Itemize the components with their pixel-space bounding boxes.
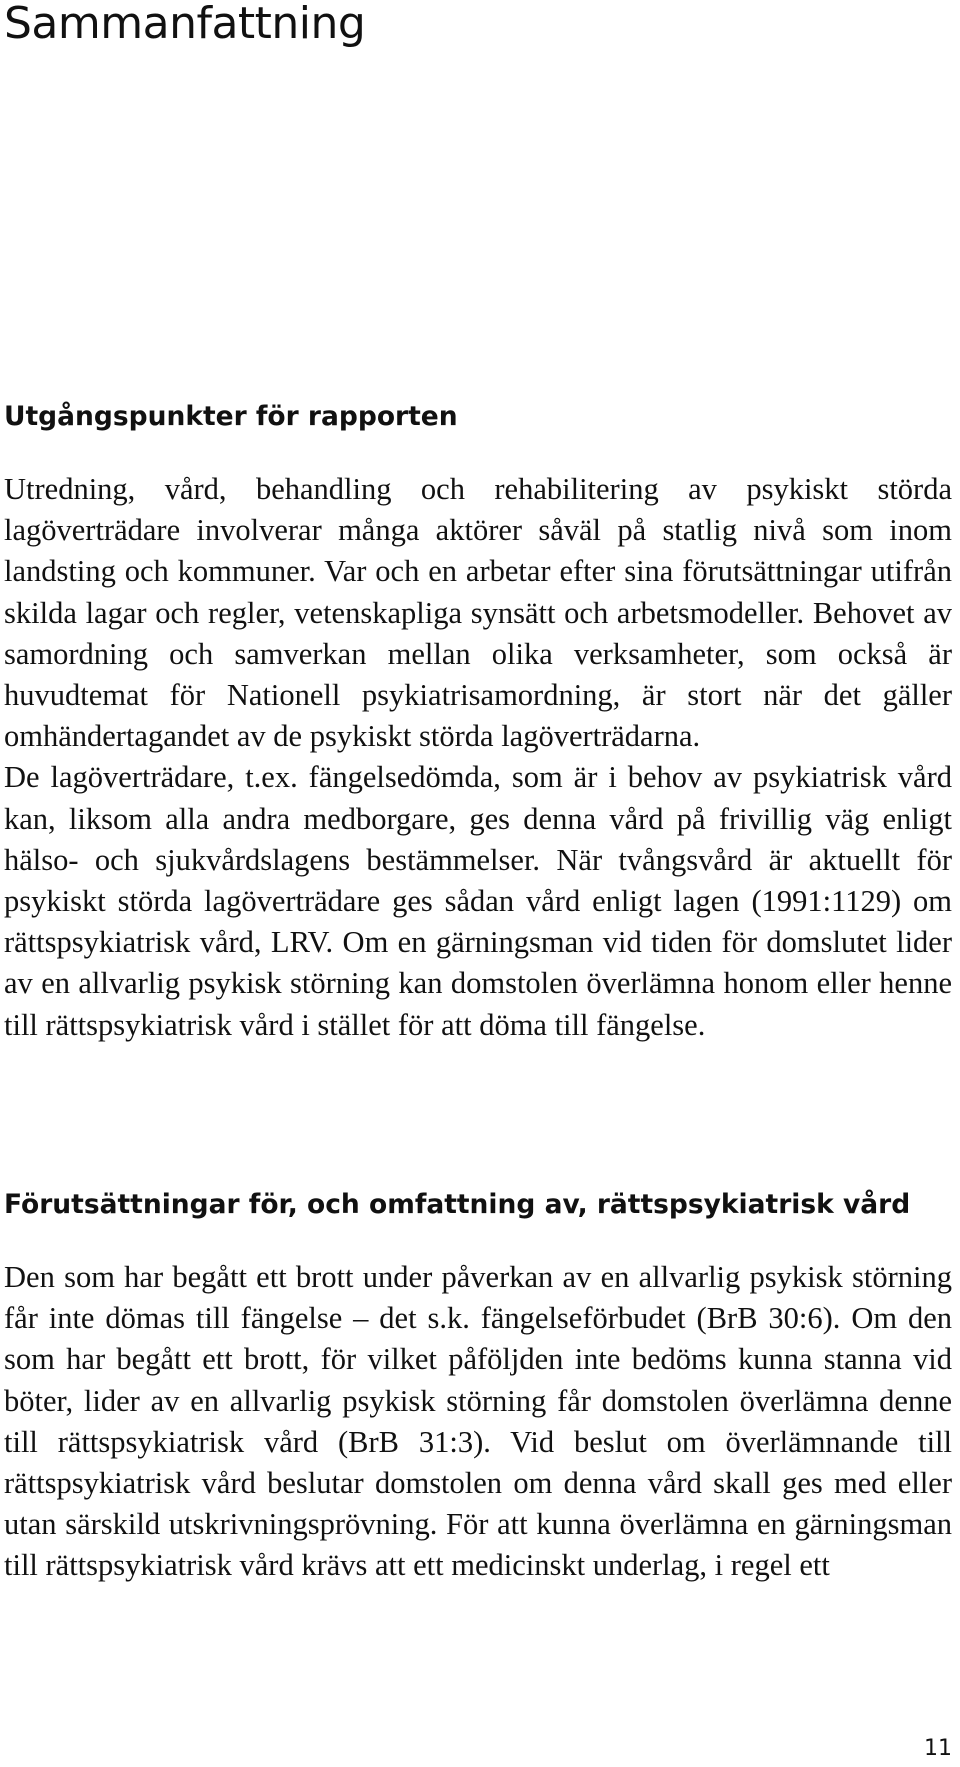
page-title: Sammanfattning	[4, 0, 366, 49]
paragraph: Utredning, vård, behandling och rehabilitering av psykiskt störda lagöverträdare involverar många aktörer såväl på statlig nivå som inom landsting och kommuner. Var och en arbetar efter sina förutsättningar utifrån skilda lagar och regler, vetenskapliga synsätt och arbetsmodeller. Behovet av samordning och samverkan mellan olika verksamheter, som också är huvudtemat för Nationell psykiatrisamordning, är stort när det gäller omhändertagandet av de psykiskt störda lagöverträdarna.	[4, 472, 952, 754]
section-heading-utgangspunkter: Utgångspunkter för rapporten	[4, 401, 458, 432]
paragraph: Den som har begått ett brott under påverkan av en allvarlig psykisk störning får inte dömas till fängelse – det s.k. fängelseförbudet (BrB 30:6). Om den som har begått ett brott, för vilket påföljden inte bedöms kunna stanna vid böter, lider av en allvarlig psykisk störning får domstolen överlämna denne till rättspsykiatrisk vård (BrB 31:3). Vid beslut om överlämnande till rättspsykiatrisk vård beslutar domstolen om denna vård skall ges med eller utan särskild utskrivningsprövning. För att kunna överlämna en gärningsman till rättspsykiatrisk vård krävs att ett medicinskt underlag, i regel ett	[4, 1260, 952, 1583]
section-body-forutsattningar	[4, 1257, 952, 1587]
section-heading-forutsattningar: Förutsättningar för, och omfattning av, rättspsykiatrisk vård	[4, 1189, 911, 1220]
page-number: 11	[924, 1736, 952, 1761]
paragraph: De lagöverträdare, t.ex. fängelsedömda, som är i behov av psykiatrisk vård kan, liksom alla andra medborgare, ges denna vård på frivillig väg enligt hälso- och sjukvårdslagens bestämmelser. När tvångsvård är aktuellt för psykiskt störda lagöverträdare ges sådan vård enligt lagen (1991:1129) om rättspsykiatrisk vård, LRV. Om en gärningsman vid tiden för domslutet lider av en allvarlig psykisk störning kan domstolen överlämna honom eller henne till rättspsykiatrisk vård i stället för att döma till fängelse.	[4, 760, 952, 1042]
section-body-utgangspunkter	[4, 469, 952, 1046]
